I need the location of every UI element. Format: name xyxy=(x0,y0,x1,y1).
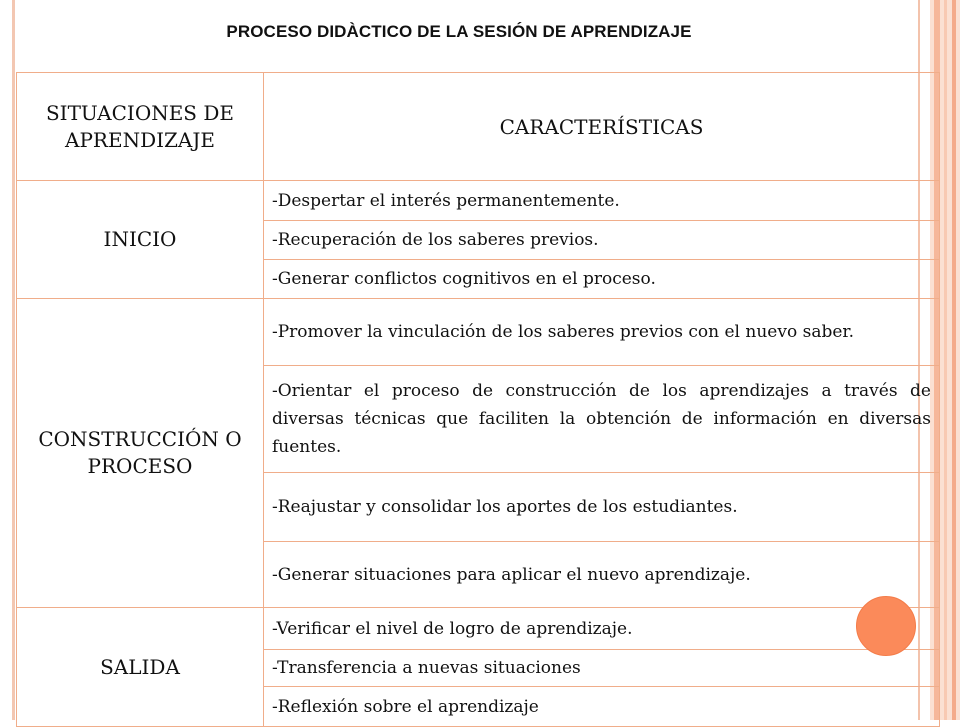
list-item: -Reflexión sobre el aprendizaje xyxy=(264,687,940,727)
page-title: PROCESO DIDÀCTICO DE LA SESIÓN DE APRENDIZAJE xyxy=(226,22,692,41)
list-item: -Promover la vinculación de los saberes previos con el nuevo saber. xyxy=(264,299,940,366)
orange-circle-decoration xyxy=(856,596,916,656)
list-item: -Despertar el interés permanentemente. xyxy=(264,181,940,221)
list-item: -Verificar el nivel de logro de aprendizaje. xyxy=(264,608,940,650)
table-row xyxy=(17,181,940,221)
header-characteristics: CARACTERÍSTICAS xyxy=(264,73,940,181)
list-item: -Orientar el proceso de construcción de los aprendizajes a través de diversas técnicas que faciliten la obtención de información en diversas fuentes. xyxy=(264,366,940,473)
table-row xyxy=(17,299,940,366)
left-decorative-rule xyxy=(12,0,15,720)
table-header-row xyxy=(17,73,940,181)
list-item: -Generar situaciones para aplicar el nuevo aprendizaje. xyxy=(264,542,940,608)
process-table xyxy=(16,72,940,727)
section-label-inicio: INICIO xyxy=(17,181,264,299)
header-situations: SITUACIONES DE APRENDIZAJE xyxy=(17,73,264,181)
list-item: -Generar conflictos cognitivos en el proceso. xyxy=(264,260,940,299)
list-item: -Transferencia a nuevas situaciones xyxy=(264,650,940,687)
table-row xyxy=(17,608,940,650)
list-item: -Reajustar y consolidar los aportes de los estudiantes. xyxy=(264,473,940,542)
list-item: -Recuperación de los saberes previos. xyxy=(264,221,940,260)
section-label-salida: SALIDA xyxy=(17,608,264,727)
section-label-construccion: CONSTRUCCIÓN O PROCESO xyxy=(17,299,264,608)
